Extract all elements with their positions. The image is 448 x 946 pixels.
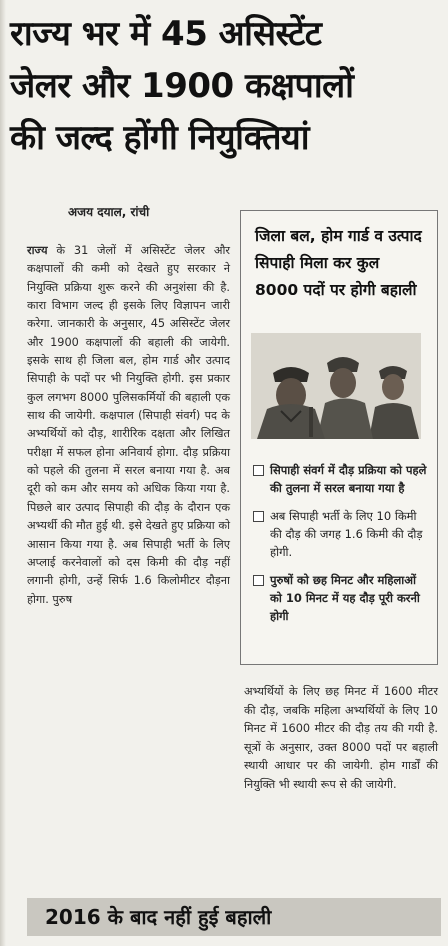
list-item (253, 507, 431, 561)
checkbox-square-icon (253, 511, 264, 522)
checkbox-square-icon (253, 465, 264, 476)
page-fold-shadow (0, 0, 6, 946)
headline (10, 8, 440, 164)
sidebar-bullets (253, 461, 431, 635)
list-item (253, 571, 431, 625)
list-item (253, 461, 431, 497)
bullet-text: सिपाही संवर्ग में दौड़ प्रक्रिया को पहले की तुलना में सरल बनाया गया है (270, 463, 427, 495)
headline-line-1: राज्य भर में 45 असिस्टेंट (10, 14, 322, 54)
article-body-left (27, 242, 230, 609)
byline: अजय दयाल, रांची (68, 205, 150, 219)
headline-line-3: की जल्द होंगी नियुक्तियां (10, 118, 310, 158)
article-lead-word: राज्य (27, 244, 48, 257)
article-text-left: के 31 जेलों में असिस्टेंट जेलर और कक्षपालों की कमी को देखते हुए सरकार ने नियुक्ति प्रक्रिया शुरू करने की अनुशंसा की है. कारा विभाग जल्द ही इसके लिए विज्ञापन जारी करेगा. जानकारी के अनुसार, 45 असिस्टेंट जेलर और 1900 कक्षपालों की बहाली की जायेगी. इसके साथ ही जिला बल, होम गार्ड और उत्पाद सिपाही के पदों पर भी नियुक्ति होगी. इस प्रकार कुल लगभग 8000 पुलिसकर्मियों की बहाली एक साथ की जायेगी. कक्षपाल (सिपाही संवर्ग) पद के अभ्यर्थियों को दौड़, शारीरिक दक्षता और लिखित परीक्षा में सफल होना अनिवार्य होगा. दौड़ प्रक्रिया को पहले की तुलना में सरल बनाया गया है. अब दूरी को कम और समय को अधिक किया गया है. पिछले बार उत्पाद सिपाही की दौड़ के दौरान एक अभ्यर्थी की मौत हुई थी. इसे देखते हुए प्रक्रिया को आसान किया गया है. अब सिपाही भर्ती के लिए अप्लाई करनेवालों को दस किमी की दौड़ नहीं लगानी होगी, उन्हें सिर्फ 1.6 किलोमीटर दौड़ना होगा. पुरुष (27, 244, 230, 606)
subheading-banner (27, 898, 441, 936)
checkbox-square-icon (253, 575, 264, 586)
police-officers-image (251, 333, 421, 439)
article-body-right: अभ्यर्थियों के लिए छह मिनट में 1600 मीटर की दौड़, जबकि महिला अभ्यर्थियों के लिए 10 मिनट में 1600 मीटर की दौड़ तय की गयी है. सूत्रों के अनुसार, उक्त 8000 पदों पर बहाली स्थायी आधार पर की जायेगी. होम गार्डों की नियुक्ति भी स्थायी रूप से की जायेगी. (244, 685, 438, 791)
subheading-text: 2016 के बाद नहीं हुई बहाली (45, 905, 272, 929)
sidebar-title: जिला बल, होम गार्ड व उत्पाद सिपाही मिला कर कुल 8000 पदों पर होगी बहाली (255, 227, 422, 299)
headline-line-2: जेलर और 1900 कक्षपालों (10, 66, 354, 106)
bullet-text: अब सिपाही भर्ती के लिए 10 किमी की दौड़ की जगह 1.6 किमी की दौड़ होगी. (270, 509, 423, 559)
police-illustration (251, 333, 421, 439)
sidebar-box (240, 210, 438, 665)
bullet-text: पुरुषों को छह मिनट और महिलाओं को 10 मिनट में यह दौड़ पूरी करनी होगी (270, 573, 420, 623)
